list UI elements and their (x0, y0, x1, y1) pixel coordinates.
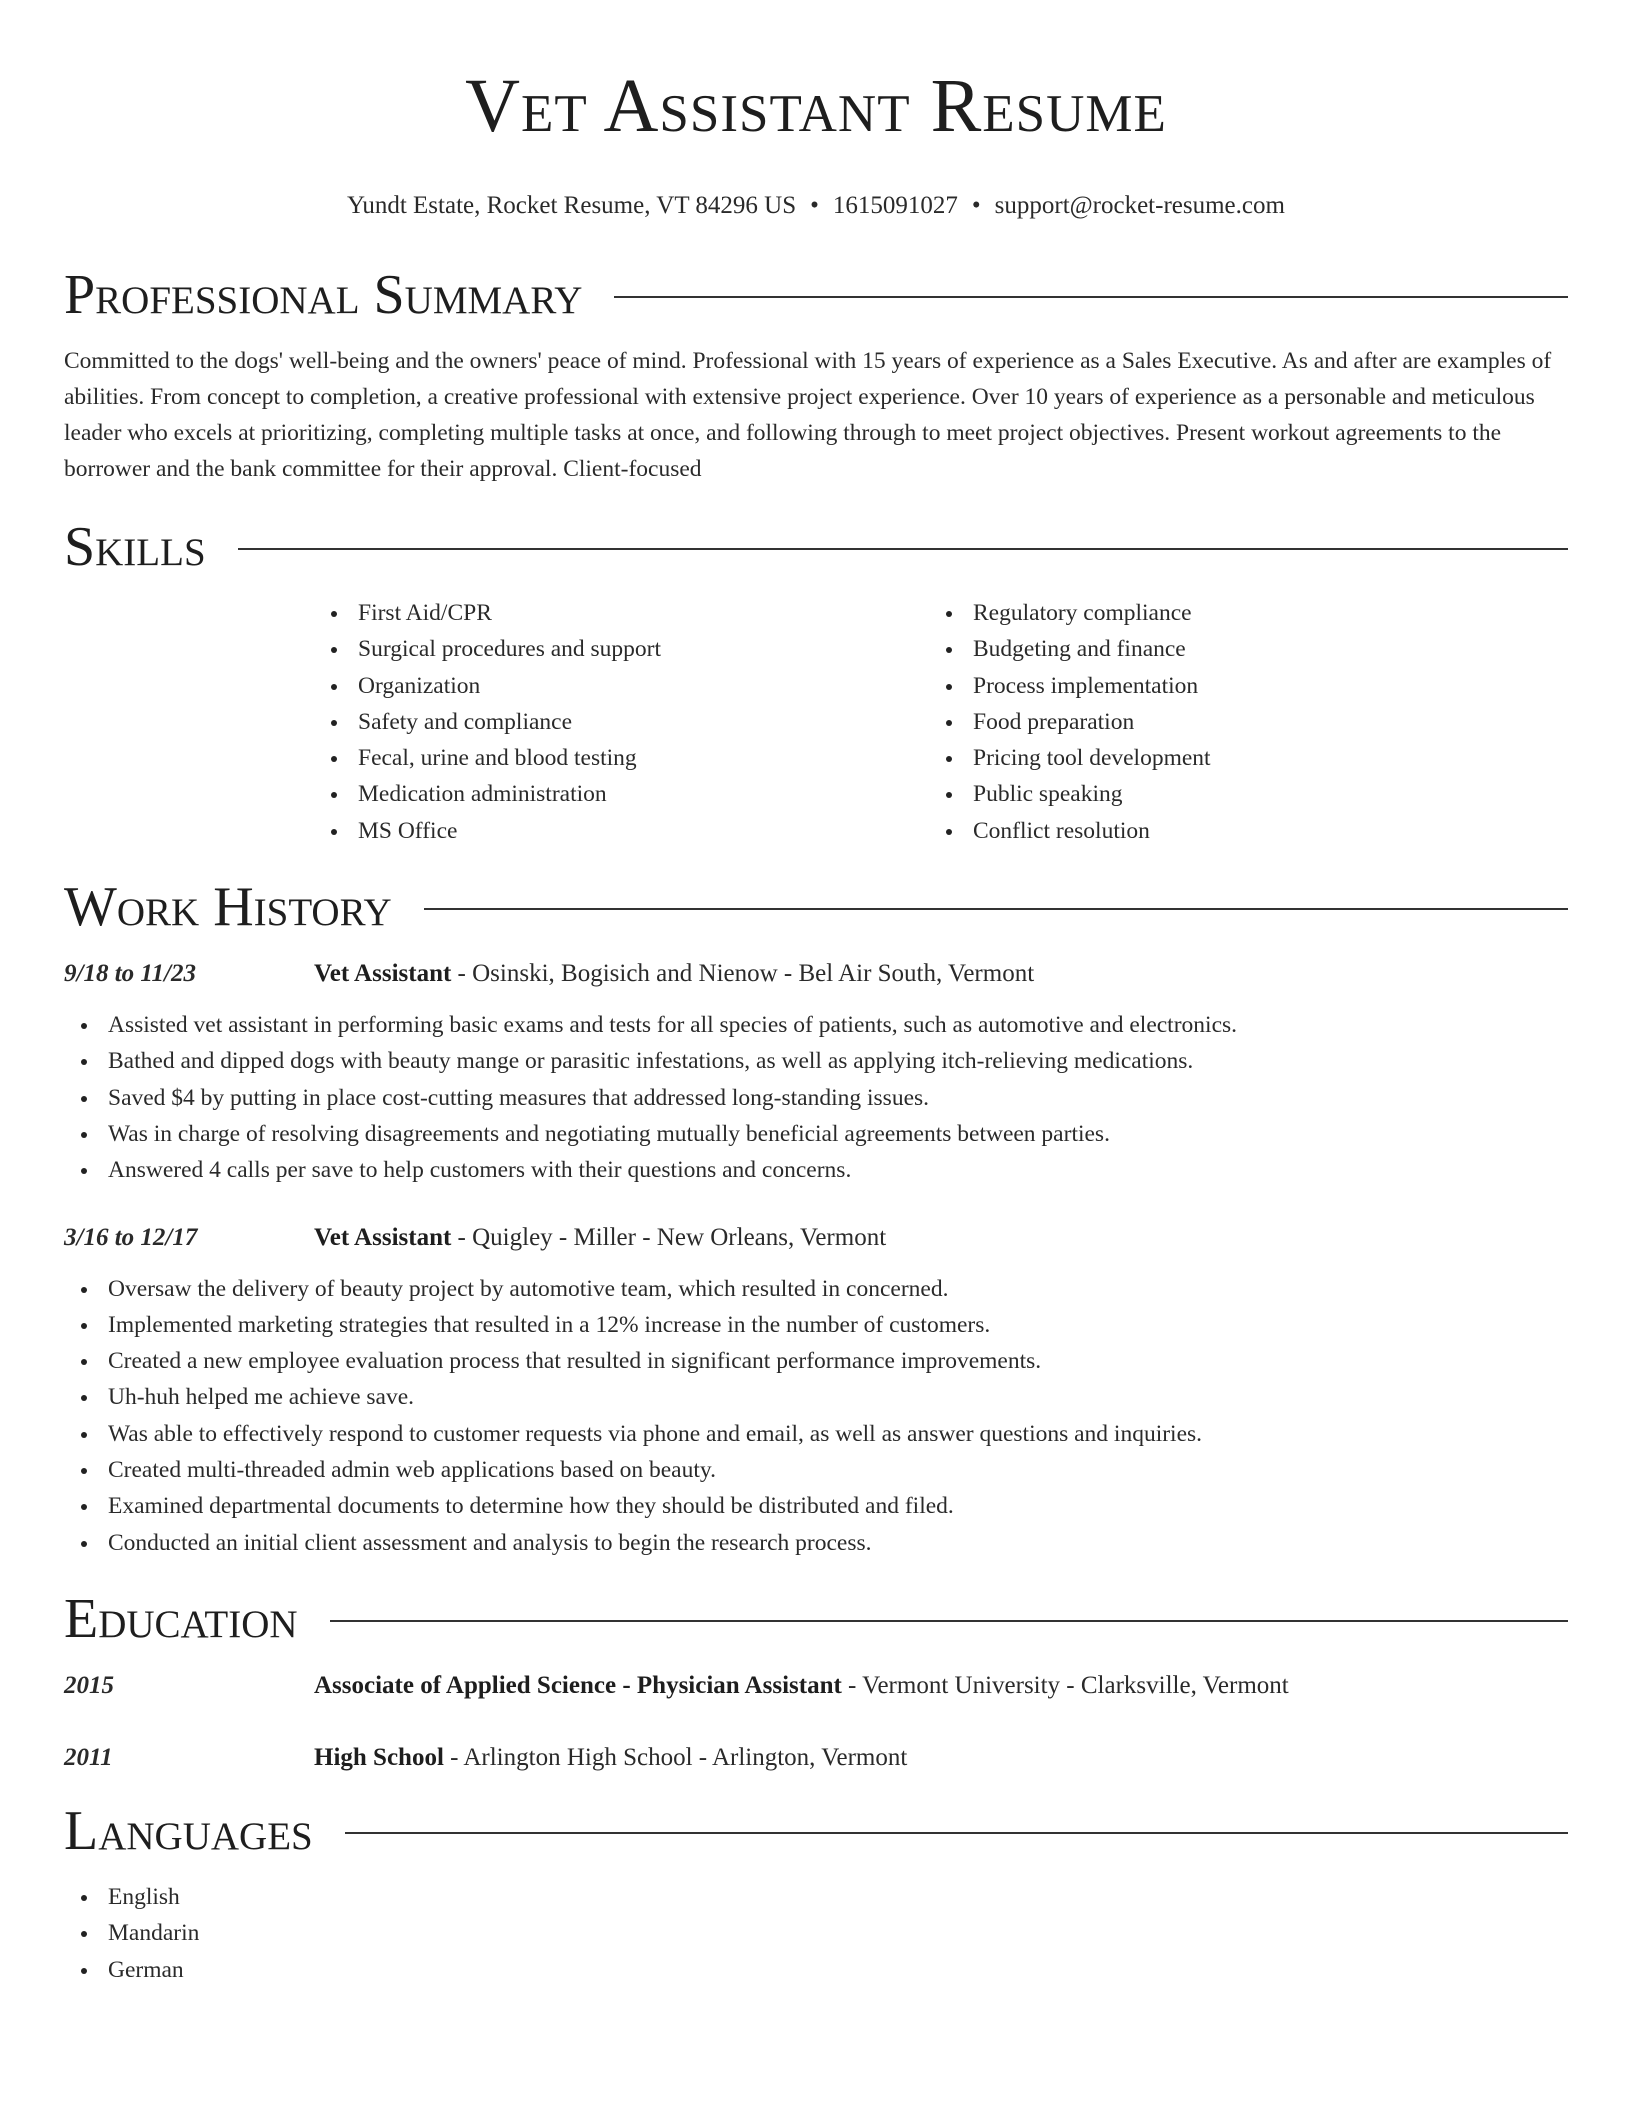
skill-item: Pricing tool development (929, 740, 1544, 776)
job-entry-header (64, 957, 1568, 991)
skill-item: Process implementation (929, 668, 1544, 704)
section-divider (238, 548, 1568, 550)
job-title: Vet Assistant (314, 1223, 452, 1251)
job-duty: Was in charge of resolving disagreements and negotiating mutually beneficial agreements between parties. (64, 1116, 1568, 1152)
languages-section-header (64, 1799, 1568, 1863)
education-heading-line (314, 1741, 907, 1775)
skill-item: Organization (314, 668, 929, 704)
job-dates: 9/18 to 11/23 (64, 960, 196, 988)
contact-phone: 1615091027 (832, 192, 958, 219)
summary-section-header (64, 263, 1568, 327)
skill-item: Budgeting and finance (929, 631, 1544, 667)
job-duty: Created multi-threaded admin web applications based on beauty. (64, 1452, 1568, 1488)
skill-item: Surgical procedures and support (314, 631, 929, 667)
contact-address: Yundt Estate, Rocket Resume, VT 84296 US (347, 192, 797, 219)
job-duty: Saved $4 by putting in place cost-cutting measures that addressed long-standing issues. (64, 1080, 1568, 1116)
skills-column-left (314, 595, 929, 849)
skill-item: First Aid/CPR (314, 595, 929, 631)
languages-heading: Languages (64, 1799, 313, 1862)
skill-item: Regulatory compliance (929, 595, 1544, 631)
contact-separator: • (810, 192, 819, 219)
skill-item: MS Office (314, 813, 929, 849)
summary-heading: Professional Summary (64, 264, 583, 326)
section-divider (614, 296, 1568, 298)
language-item: German (64, 1952, 1568, 1988)
skill-item: Medication administration (314, 776, 929, 812)
language-item: Mandarin (64, 1915, 1568, 1951)
contact-line (64, 190, 1568, 222)
job-employer: - Quigley - Miller - New Orleans, Vermont (451, 1223, 887, 1251)
job-duty: Conducted an initial client assessment and analysis to begin the research process. (64, 1525, 1568, 1561)
education-degree: High School (314, 1743, 444, 1771)
job-duty: Implemented marketing strategies that resulted in a 12% increase in the number of customers. (64, 1307, 1568, 1343)
education-school: - Vermont University - Clarksville, Vermont (841, 1671, 1289, 1699)
language-item: English (64, 1879, 1568, 1915)
job-dates: 3/16 to 12/17 (64, 1223, 198, 1251)
skill-item: Food preparation (929, 704, 1544, 740)
education-year: 2015 (64, 1671, 114, 1699)
education-entry (64, 1669, 1568, 1703)
job-duties (64, 1271, 1568, 1561)
job-employer: - Osinski, Bogisich and Nienow - Bel Air South, Vermont (451, 960, 1035, 988)
languages-list (64, 1879, 1568, 1988)
resume-title: Vet Assistant Resume (465, 64, 1167, 148)
work-section-header (64, 875, 1568, 939)
section-divider (330, 1620, 1568, 1622)
education-entry (64, 1741, 1568, 1775)
job-entry-header (64, 1221, 1568, 1255)
skills-list (314, 595, 1568, 849)
skill-item: Conflict resolution (929, 813, 1544, 849)
contact-separator: • (971, 192, 981, 219)
job-heading (314, 1221, 886, 1255)
job-duty: Oversaw the delivery of beauty project by automotive team, which resulted in concerned. (64, 1271, 1568, 1307)
job-heading (314, 957, 1034, 991)
education-heading: Education (64, 1587, 298, 1650)
section-divider (424, 908, 1568, 910)
education-section-header (64, 1587, 1568, 1651)
job-duty: Bathed and dipped dogs with beauty mange or parasitic infestations, as well as applying itch-relieving medications. (64, 1043, 1568, 1079)
skill-item: Safety and compliance (314, 704, 929, 740)
skills-column-right (929, 595, 1544, 849)
summary-text: Committed to the dogs' well-being and the owners' peace of mind. Professional with 15 years of experience as a Sales Executive. As and after are examples of abilities. From concept to completion, a creative professional with extensive project experience. Over 10 years of experience as a personable and meticulous leader who excels at prioritizing, completing multiple tasks at once, and following through to meet project objectives. Present workout agreements to the borrower and the bank committee for their approval. Client-focused (64, 348, 1552, 482)
education-school: - Arlington High School - Arlington, Vermont (443, 1743, 908, 1771)
work-heading: Work History (64, 876, 392, 939)
job-duty: Was able to effectively respond to customer requests via phone and email, as well as answer questions and inquiries. (64, 1416, 1568, 1452)
job-duty: Assisted vet assistant in performing basic exams and tests for all species of patients, such as automotive and electronics. (64, 1007, 1568, 1043)
skill-item: Fecal, urine and blood testing (314, 740, 929, 776)
skill-item: Public speaking (929, 776, 1544, 812)
job-duties (64, 1007, 1568, 1188)
education-degree: Associate of Applied Science - Physician Assistant (314, 1671, 842, 1699)
education-heading-line (314, 1669, 1289, 1703)
skills-heading: Skills (64, 516, 206, 578)
section-divider (345, 1832, 1568, 1834)
job-duty: Created a new employee evaluation process that resulted in significant performance improvements. (64, 1343, 1568, 1379)
education-year: 2011 (64, 1743, 113, 1771)
job-duty: Answered 4 calls per save to help customers with their questions and concerns. (64, 1152, 1568, 1188)
job-duty: Examined departmental documents to determine how they should be distributed and filed. (64, 1488, 1568, 1524)
job-duty: Uh-huh helped me achieve save. (64, 1379, 1568, 1415)
job-title: Vet Assistant (314, 960, 452, 988)
contact-email[interactable]: support@rocket-resume.com (994, 192, 1285, 219)
skills-section-header (64, 515, 1568, 579)
